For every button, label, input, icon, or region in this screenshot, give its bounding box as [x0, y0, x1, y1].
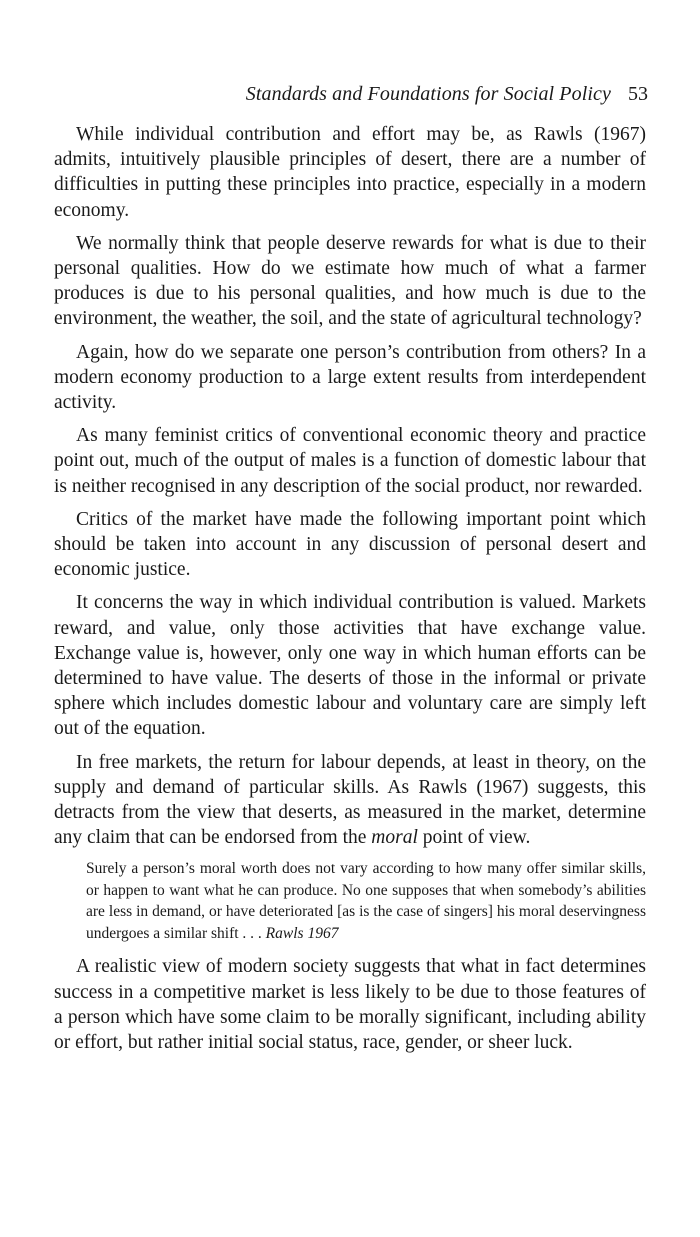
block-quote-citation: Rawls 1967 [265, 924, 339, 942]
running-head-title: Standards and Foundations for Social Policy [245, 83, 611, 105]
running-head [56, 80, 648, 108]
paragraph: As many feminist critics of conventional economic theory and practice point out, much of the output of males is a function of domestic labour that is neither recognised in any description of the social product, nor rewarded. [54, 425, 646, 497]
paragraph-with-emphasis [54, 750, 646, 851]
paragraph: A realistic view of modern society suggests that what in fact determines success in a competitive market is less likely to be due to those features of a person which have some claim to be morally significant, including ability or effort, but rather initial social status, race, gender, or sheer luck. [54, 956, 646, 1054]
paragraph: It concerns the way in which individual contribution is valued. Markets reward, and value, only those activities that have exchange value. Exchange value is, however, only one way in which human efforts can be determined to have value. The deserts of those in the informal or private sphere which includes domestic labour and voluntary care are simply left out of the equation. [54, 592, 646, 740]
paragraph-text: point of view. [417, 827, 531, 849]
block-quote-text: Surely a person’s moral worth does not vary according to how many offer similar skills, or happen to want what he can produce. No one supposes that when somebody’s abilities are less in demand, or have deteriorated [as is the case of singers] his moral deservingness undergoes a similar shift . . . [86, 860, 646, 942]
paragraph: Critics of the market have made the following important point which should be taken into account in any discussion of personal desert and economic justice. [54, 508, 646, 581]
paragraph: While individual contribution and effort may be, as Rawls (1967) admits, intuitively plausible principles of desert, there are a number of difficulties in putting these principles into practice, especially in a modern economy. [54, 124, 646, 221]
page-number: 53 [628, 83, 648, 105]
emphasized-word: moral [371, 827, 418, 849]
block-quote [54, 858, 646, 944]
paragraph-text: In free markets, the return for labour depends, at least in theory, on the supply and demand of particular skills. As Rawls (1967) suggests, this detracts from the view that deserts, as measured in the market, determine any claim that can be endorsed from the [54, 751, 646, 849]
body-text [54, 122, 646, 1055]
paragraph: Again, how do we separate one person’s contribution from others? In a modern economy production to a large extent results from interdependent activity. [54, 341, 646, 414]
paragraph: We normally think that people deserve rewards for what is due to their personal qualities. How do we estimate how much of what a farmer produces is due to his personal qualities, and how much is due to the environment, the weather, the soil, and the state of agricultural technology? [54, 232, 646, 330]
